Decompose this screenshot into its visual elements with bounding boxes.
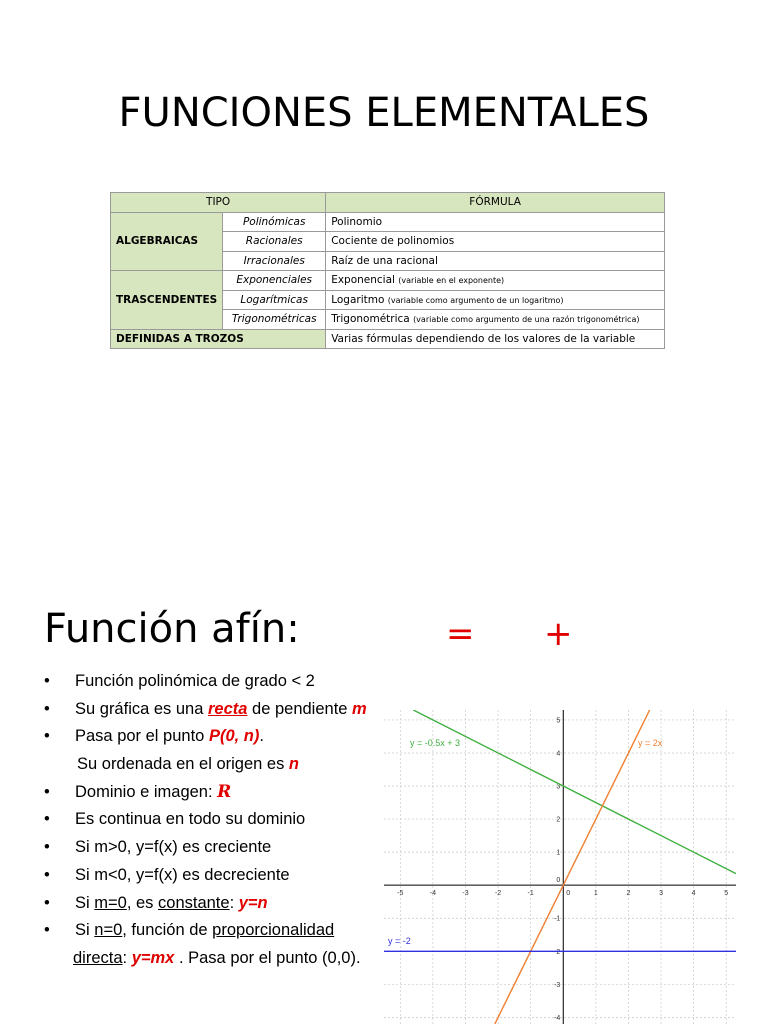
formula-text: Trigonométrica — [331, 313, 410, 326]
series-label: y = -2 — [388, 936, 411, 946]
formula-text: Logaritmo — [331, 293, 385, 306]
bullet-text: : — [229, 893, 239, 912]
x-tick-label: 1 — [593, 890, 598, 898]
series-label: y = -0.5x + 3 — [410, 738, 461, 748]
y-tick-label: -1 — [554, 915, 561, 923]
formula-cell — [326, 290, 665, 310]
slide-affine-function — [0, 580, 768, 1024]
bullet-dot: • — [44, 838, 50, 857]
bullet-text: Su gráfica es una — [75, 699, 208, 718]
bullet-text: Pasa por el punto — [75, 727, 209, 746]
bullet-dot: • — [44, 921, 50, 940]
bullet-text: Si m<0, y=f(x) es decreciente — [75, 865, 290, 884]
y-tick-label: 5 — [556, 717, 561, 725]
formula-cell — [326, 271, 665, 291]
group-algebraicas: ALGEBRAICAS — [111, 212, 223, 271]
series-line-0 — [413, 710, 736, 874]
subtype-cell: Trigonométricas — [223, 310, 326, 330]
list-item — [44, 696, 367, 724]
series-label: y = 2x — [638, 738, 663, 748]
bullet-text: . — [259, 727, 264, 746]
linear-functions-graph — [384, 710, 736, 1024]
list-item — [44, 917, 367, 945]
y-tick-label: 2 — [556, 816, 561, 824]
x-tick-label: 4 — [691, 890, 696, 898]
equals-symbol: = — [446, 614, 475, 654]
bullet-dot: • — [44, 727, 50, 746]
keyword-n0: n=0 — [94, 921, 123, 940]
series-line-1 — [495, 710, 650, 1024]
plus-symbol: + — [544, 614, 573, 654]
subtype-cell: Polinómicas — [223, 212, 326, 232]
bullet-text: . Pasa por el punto (0,0). — [174, 948, 361, 967]
list-item — [44, 834, 367, 862]
bullet-text: Función polinómica de grado < 2 — [75, 672, 315, 690]
keyword-r: R — [217, 781, 232, 802]
y-tick-label: 3 — [556, 783, 561, 791]
list-item — [44, 723, 367, 751]
y-tick-label: 1 — [556, 849, 561, 857]
x-tick-label: 3 — [659, 890, 663, 898]
x-tick-label: 0 — [566, 890, 571, 898]
formula-note: (variable como argumento de una razón trigonométrica) — [413, 315, 640, 325]
y-tick-label: -2 — [554, 948, 561, 956]
bullet-text: , es — [126, 893, 159, 912]
x-tick-label: 5 — [724, 890, 729, 898]
page-title: FUNCIONES ELEMENTALES — [118, 90, 650, 136]
bullet-text: Si — [75, 893, 95, 912]
table-header-row — [111, 193, 665, 213]
x-tick-label: -4 — [429, 890, 437, 898]
bullet-text: de pendiente — [247, 699, 353, 718]
keyword-m: m — [352, 699, 367, 718]
group-trascendentes: TRASCENDENTES — [111, 271, 223, 330]
origin-label: 0 — [556, 877, 561, 885]
table-row — [111, 329, 665, 349]
list-item — [44, 779, 367, 807]
keyword-point-p: P(0, n) — [208, 727, 260, 746]
formula-cell: Polinomio — [326, 212, 665, 232]
x-tick-label: -3 — [462, 890, 469, 898]
bullet-text: : — [122, 948, 132, 967]
x-tick-label: -1 — [527, 890, 534, 898]
subtype-cell: Logarítmicas — [223, 290, 326, 310]
keyword-directa: directa — [73, 948, 123, 967]
bullet-list — [44, 668, 367, 973]
subtype-cell: Irracionales — [223, 251, 326, 271]
keyword-constante: constante — [158, 893, 230, 912]
formula-cell: Varias fórmulas dependiendo de los valores de la variable — [326, 329, 665, 349]
bullet-dot: • — [44, 672, 50, 690]
bullet-text: Su ordenada en el origen es — [77, 755, 289, 774]
formula-text: Exponencial — [331, 274, 395, 287]
slide-title: Función afín: — [44, 606, 300, 652]
header-formula: FÓRMULA — [326, 193, 665, 213]
list-item — [44, 668, 367, 696]
keyword-n: n — [288, 755, 299, 774]
keyword-ymx: y=mx — [131, 948, 175, 967]
y-tick-label: -3 — [554, 981, 561, 989]
bullet-text: Dominio e imagen: — [75, 782, 218, 801]
keyword-m0: m=0 — [94, 893, 127, 912]
keyword-recta: recta — [208, 699, 248, 718]
list-item — [44, 806, 367, 834]
subtype-cell: Exponenciales — [223, 271, 326, 291]
group-definidas-a-trozos: DEFINIDAS A TROZOS — [111, 329, 326, 349]
bullet-text: , función de — [122, 921, 213, 940]
list-item-continuation — [44, 751, 367, 779]
formula-cell — [326, 310, 665, 330]
keyword-proporcionalidad: proporcionalidad — [212, 921, 335, 940]
keyword-yn: y=n — [238, 893, 268, 912]
formula-cell: Cociente de polinomios — [326, 232, 665, 252]
bullet-text: Si m>0, y=f(x) es creciente — [75, 838, 272, 857]
list-item — [44, 862, 367, 890]
function-types-table — [110, 192, 665, 349]
y-tick-label: 4 — [556, 750, 561, 758]
x-tick-label: 2 — [626, 890, 631, 898]
x-tick-label: -2 — [494, 890, 502, 898]
formula-note: (variable en el exponente) — [398, 276, 505, 286]
bullet-text: Es continua en todo su dominio — [75, 810, 306, 829]
list-item-continuation — [44, 945, 367, 973]
formula-note: (variable como argumento de un logaritmo) — [387, 295, 564, 305]
y-tick-label: -4 — [554, 1014, 561, 1022]
table-row — [111, 271, 665, 291]
formula-cell: Raíz de una racional — [326, 251, 665, 271]
x-tick-label: -5 — [397, 890, 404, 898]
bullet-dot: • — [44, 893, 50, 912]
subtype-cell: Racionales — [223, 232, 326, 252]
bullet-dot: • — [44, 810, 50, 829]
bullet-dot: • — [44, 865, 50, 884]
bullet-dot: • — [44, 782, 50, 801]
list-item — [44, 890, 367, 918]
bullet-dot: • — [44, 699, 50, 718]
bullet-text: Si — [75, 921, 95, 940]
table-row — [111, 212, 665, 232]
header-tipo: TIPO — [111, 193, 326, 213]
